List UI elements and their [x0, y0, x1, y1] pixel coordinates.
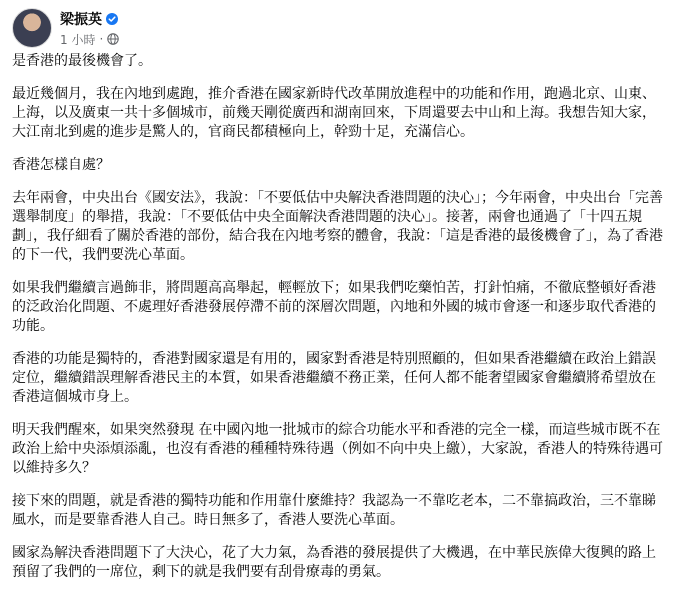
post-paragraph: 明天我們醒來，如果突然發現 在中國內地一批城市的綜合功能水平和香港的完全一樣，而這些城市既不在政治上給中央添煩添亂，也沒有香港的種種特殊待遇（例如不向中央上繳），大家說，香港人的特殊待遇可以維持多久？: [12, 422, 663, 476]
author-avatar[interactable]: [12, 8, 52, 48]
post-header: [12, 6, 119, 50]
verified-badge-icon: [106, 13, 118, 25]
post-paragraph: 最近幾個月，我在內地到處跑，推介香港在國家新時代改革開放進程中的功能和作用，跑過北京、山東、上海，以及廣東一共十多個城市，前幾天剛從廣西和湖南回來，下周還要去中山和上海。我想告知大家，大江南北到處的進步是驚人的，官商民都積極向上，幹勁十足，充滿信心。: [12, 86, 656, 140]
separator-dot: ·: [99, 32, 104, 46]
post-paragraph: 香港怎樣自處？: [12, 157, 110, 173]
post-paragraph: 國家為解決香港問題下了大決心，花了大力氣，為香港的發展提供了大機遇，在中華民族偉大復興的路上預留了我們的一席位，剩下的就是我們要有刮骨療毒的勇氣。: [12, 545, 656, 580]
post-timestamp[interactable]: 1 小時: [60, 32, 96, 47]
post-paragraph: 是香港的最後機會了。: [12, 53, 152, 69]
author-name-row: [60, 9, 119, 29]
author-name[interactable]: 梁振英: [60, 11, 102, 28]
author-meta: [60, 9, 119, 48]
globe-icon[interactable]: [107, 33, 119, 45]
post-paragraph: 去年兩會，中央出台《國安法》，我說：「不要低估中央解決香港問題的決心」；今年兩會，中央出台「完善選舉制度」的舉措，我說：「不要低估中央全面解決香港問題的決心」。接著，兩會也通過了「十四五規劃」，我仔細看了關於香港的部份，結合我在內地考察的體會，我說：「這是香港的最後機會了」，為了香港的下一代，我們要洗心革面。: [12, 190, 663, 263]
post-paragraph: 接下來的問題，就是香港的獨特功能和作用靠什麼維持？我認為一不靠吃老本，二不靠搞政治，三不靠睇風水，而是要靠香港人自己。時日無多了，香港人要洗心革面。: [12, 493, 656, 528]
post-body: [12, 52, 666, 596]
post-paragraph: 如果我們繼續言過飾非，將問題高高舉起，輕輕放下；如果我們吃藥怕苦，打針怕痛，不徹底整頓好香港的泛政治化問題、不處理好香港發展停滯不前的深層次問題，內地和外國的城市會逐一和逐步取代香港的功能。: [12, 280, 656, 334]
post-paragraph: 香港的功能是獨特的，香港對國家還是有用的，國家對香港是特別照顧的，但如果香港繼續在政治上錯誤定位，繼續錯誤理解香港民主的本質，如果香港繼續不務正業，任何人都不能奢望國家會繼續將希望放在香港這個城市身上。: [12, 351, 656, 405]
post-time-row: [60, 31, 119, 48]
